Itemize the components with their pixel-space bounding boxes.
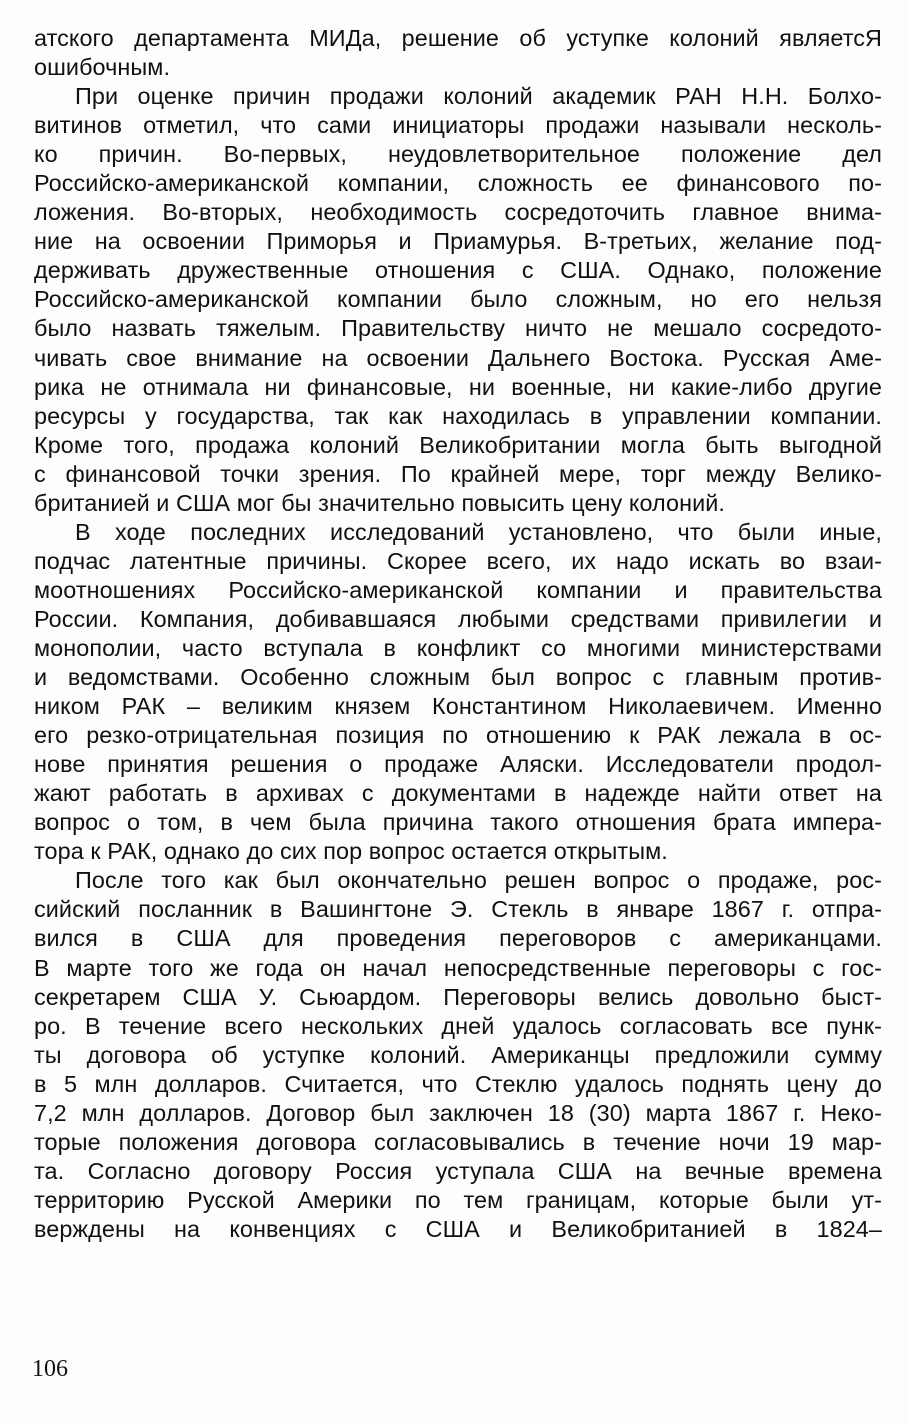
text-line: ошибочным.	[34, 54, 171, 81]
page-number: 106	[32, 1356, 68, 1382]
text-line: ты договора об уступке колоний. Американцы предложили сумму	[34, 1041, 882, 1068]
text-line: чивать свое внимание на освоении Дальнего Востока. Русская Аме-	[34, 344, 882, 371]
text-line: В марте того же года он начал непосредственные переговоры с гос-	[34, 954, 882, 981]
text-line: ние на освоении Приморья и Приамурья. В-третьих, желание под-	[34, 228, 882, 255]
text-line: торые положения договора согласовывались в течение ночи 19 мар-	[34, 1128, 882, 1155]
text-line: Российско-американской компании, сложность ее финансового по-	[34, 170, 882, 197]
text-line: ресурсы у государства, так как находилась в управлении компании.	[34, 402, 882, 429]
text-line: витинов отметил, что сами инициаторы продажи называли несколь-	[34, 112, 882, 139]
text-line: в 5 млн долларов. Считается, что Стеклю удалось поднять цену до	[34, 1070, 882, 1097]
text-line: жают работать в архивах с документами в надежде найти ответ на	[34, 780, 882, 807]
text-line: атского департамента МИДа, решение об уступке колоний являетсЯ	[34, 25, 882, 51]
text-line: В ходе последних исследований установлено, что были иные,	[75, 518, 882, 545]
text-line: и ведомствами. Особенно сложным был вопрос с главным против-	[34, 664, 882, 691]
text-line: Российско-американской компании было сложным, но его нельзя	[34, 286, 882, 313]
text-line: секретарем США У. Сьюардом. Переговоры велись довольно быст-	[34, 983, 882, 1010]
text-line: было назвать тяжелым. Правительству ничто не мешало сосредото-	[34, 315, 882, 342]
body-text	[34, 24, 882, 1244]
text-line: При оценке причин продажи колоний академик РАН Н.Н. Болхо-	[75, 83, 882, 110]
text-line: та. Согласно договору Россия уступала США на вечные времена	[34, 1157, 882, 1184]
text-line: После того как был окончательно решен вопрос о продаже, рос-	[75, 867, 882, 894]
text-line: ложения. Во-вторых, необходимость сосредоточить главное внима-	[34, 199, 882, 226]
text-line: ко причин. Во-первых, неудовлетворительное положение дел	[34, 141, 882, 168]
text-line: рика не отнимала ни финансовые, ни военные, ни какие-либо другие	[34, 373, 882, 400]
text-line: нове принятия решения о продаже Аляски. Исследователи продол-	[34, 751, 882, 778]
text-line: Кроме того, продажа колоний Великобритании могла быть выгодной	[34, 431, 882, 458]
text-line: вопрос о том, в чем была причина такого отношения брата импера-	[34, 809, 882, 836]
text-line: подчас латентные причины. Скорее всего, их надо искать во взаи-	[34, 547, 882, 574]
text-line: ро. В течение всего нескольких дней удалось согласовать все пунк-	[34, 1012, 882, 1039]
text-line: держивать дружественные отношения с США. Однако, положение	[34, 257, 882, 284]
text-line: 7,2 млн долларов. Договор был заключен 18 (30) марта 1867 г. Неко-	[34, 1099, 882, 1126]
text-line: британией и США мог бы значительно повысить цену колоний.	[34, 489, 725, 516]
text-line: моотношениях Российско-американской компании и правительства	[34, 576, 882, 603]
text-line: России. Компания, добивавшаяся любыми средствами привилегии и	[34, 605, 882, 632]
text-line: верждены на конвенциях с США и Великобританией в 1824–	[34, 1215, 882, 1242]
text-line: монополии, часто вступала в конфликт со многими министерствами	[34, 634, 882, 661]
text-line: его резко-отрицательная позиция по отношению к РАК лежала в ос-	[34, 722, 882, 749]
text-line: вился в США для проведения переговоров с американцами.	[34, 925, 882, 952]
text-line: с финансовой точки зрения. По крайней мере, торг между Велико-	[34, 460, 882, 487]
text-line: территорию Русской Америки по тем границам, которые были ут-	[34, 1186, 882, 1213]
text-line: ником РАК – великим князем Константином Николаевичем. Именно	[34, 693, 882, 720]
text-line: тора к РАК, однако до сих пор вопрос остается открытым.	[34, 838, 668, 865]
text-line: сийский посланник в Вашингтоне Э. Стекль в январе 1867 г. отпра-	[34, 896, 882, 923]
